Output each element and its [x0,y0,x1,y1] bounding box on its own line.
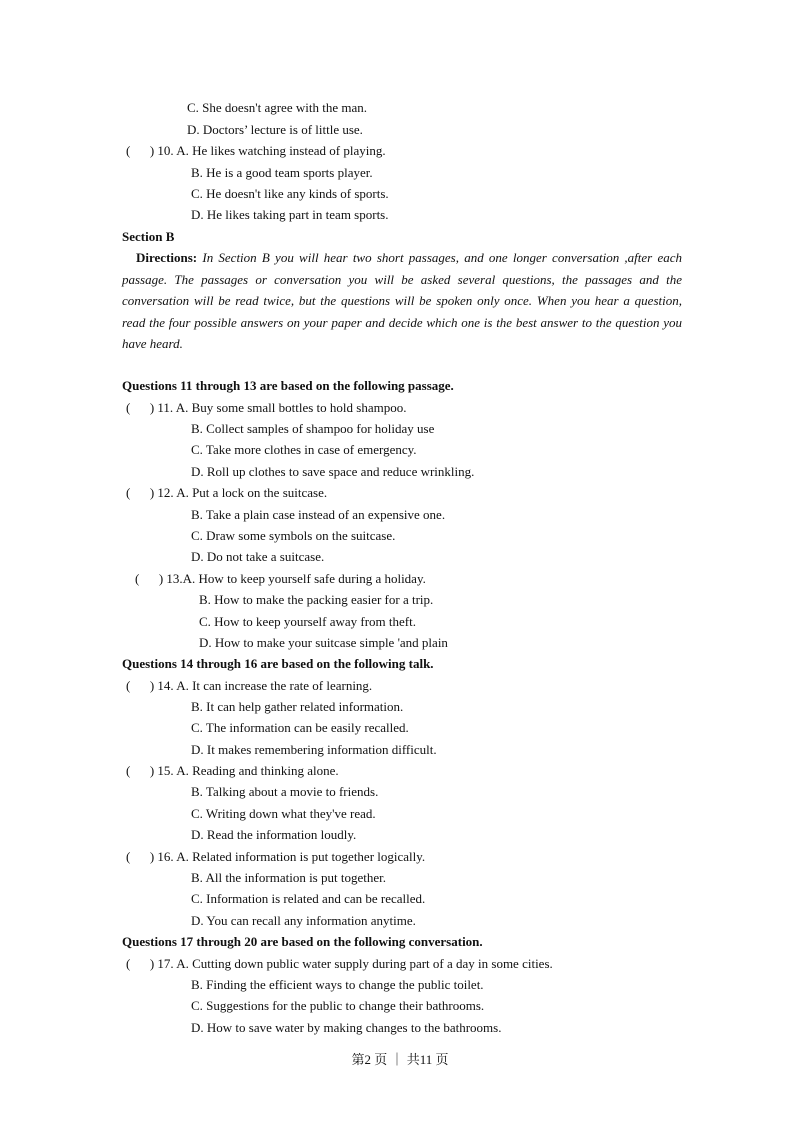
group-heading: Questions 11 through 13 are based on the following passage. [122,378,454,393]
option-line: C. Suggestions for the public to change their bathrooms. [191,998,485,1013]
section-b-directions [122,247,682,355]
group-heading: Questions 17 through 20 are based on the following conversation. [122,934,483,949]
option-line: C. She doesn't agree with the man. [187,100,367,115]
directions-label: Directions: [136,250,198,265]
option-line: C. Writing down what they've read. [191,806,376,821]
question-16-stem: ( ) 16. A. Related information is put together logically. [126,849,426,864]
option-line: D. How to make your suitcase simple 'and plain [199,635,448,650]
question-13-stem: ( ) 13.A. How to keep yourself safe during a holiday. [135,571,426,586]
page-footer: 第2 页 ｜ 共11 页 [351,1052,449,1067]
option-line: C. Information is related and can be recalled. [191,891,426,906]
option-line: B. Take a plain case instead of an expensive one. [191,507,446,522]
option-line: C. Draw some symbols on the suitcase. [191,528,396,543]
option-line: B. He is a good team sports player. [191,165,373,180]
option-line: D. It makes remembering information difficult. [191,742,437,757]
option-line: C. He doesn't like any kinds of sports. [191,186,389,201]
question-17-stem: ( ) 17. A. Cutting down public water supply during part of a day in some cities. [126,956,553,971]
question-12-stem: ( ) 12. A. Put a lock on the suitcase. [126,485,328,500]
question-14-stem: ( ) 14. A. It can increase the rate of learning. [126,678,373,693]
option-line: D. Do not take a suitcase. [191,549,325,564]
option-line: B. It can help gather related information. [191,699,404,714]
option-line: C. Take more clothes in case of emergency. [191,442,417,457]
option-line: D. Roll up clothes to save space and reduce wrinkling. [191,464,475,479]
option-line: D. Read the information loudly. [191,827,357,842]
question-11-stem: ( ) 11. A. Buy some small bottles to hold shampoo. [126,400,407,415]
option-line: D. He likes taking part in team sports. [191,207,389,222]
option-line: C. The information can be easily recalled. [191,720,409,735]
option-line: B. Talking about a movie to friends. [191,784,379,799]
option-line: B. Collect samples of shampoo for holiday use [191,421,435,436]
question-10-stem: ( ) 10. A. He likes watching instead of playing. [126,143,386,158]
section-b-heading: Section B [122,229,175,244]
option-line: D. Doctors’ lecture is of little use. [187,122,363,137]
option-line: B. Finding the efficient ways to change the public toilet. [191,977,484,992]
question-15-stem: ( ) 15. A. Reading and thinking alone. [126,763,339,778]
option-line: D. How to save water by making changes to the bathrooms. [191,1020,502,1035]
option-line: B. How to make the packing easier for a trip. [199,592,434,607]
group-heading: Questions 14 through 16 are based on the following talk. [122,656,434,671]
option-line: B. All the information is put together. [191,870,386,885]
option-line: C. How to keep yourself away from theft. [199,614,416,629]
option-line: D. You can recall any information anytime. [191,913,416,928]
directions-text: In Section B you will hear two short passages, and one longer conversation ,after each passage. The passages or conversation you will be asked several questions, the passages and the conversation will be read twice, but the questions will be spoken only once. When you hear a question, read the four possible answers on your paper and decide which one is the best answer to the question you have heard. [122,250,682,351]
